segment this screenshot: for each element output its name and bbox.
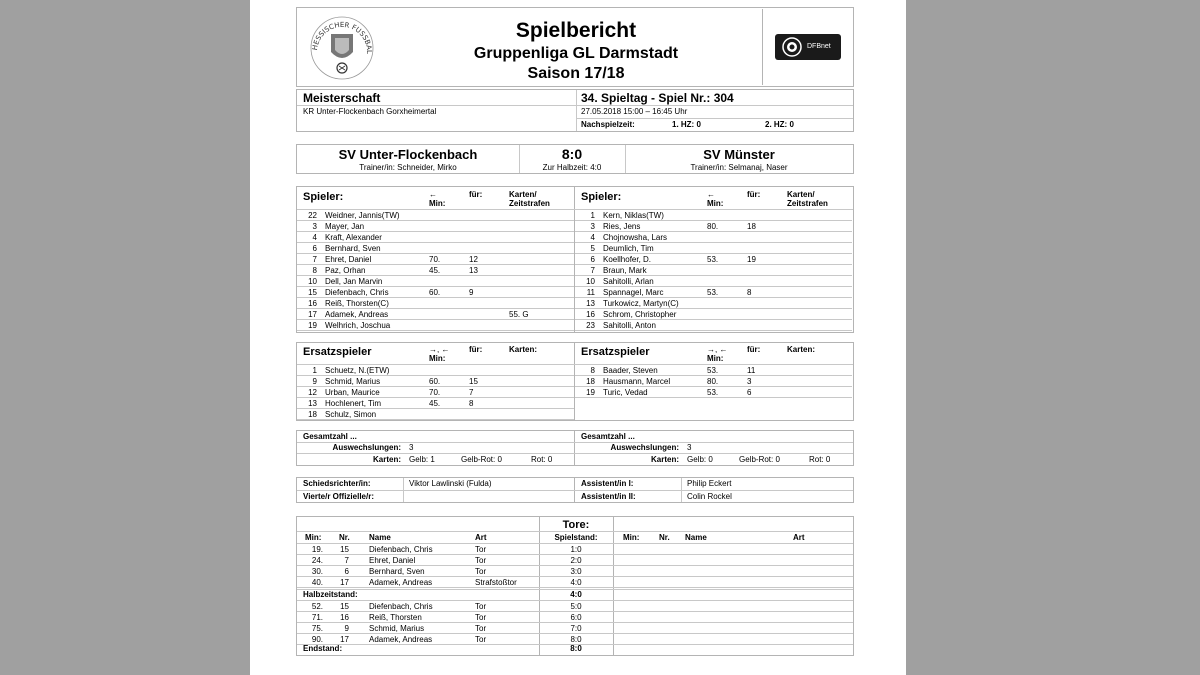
away-min-arrow: ← [707,190,715,199]
player-name: Koellhofer, D. [603,255,652,264]
player-number: 1 [590,211,595,220]
sub-minute: 60. [429,377,441,386]
goals-col-art: Art [475,533,487,542]
away-subs-karten-header: Karten: [787,345,816,354]
away-goals-col-name: Name [685,533,707,542]
home-auswechslungen-label: Auswechslungen: [332,443,401,452]
away-karten-header-1: Karten/ [787,190,815,199]
away-gesamtzahl: Gesamtzahl ... [581,432,635,441]
goal-player-name: Schmid, Marius [369,624,425,633]
goal-score: 5:0 [570,602,582,611]
player-name: Reiß, Thorsten(C) [325,299,389,308]
goal-minute: 24. [311,556,323,565]
fourth-official-label: Vierte/r Offizielle/r: [303,492,374,501]
goal-type: Tor [475,602,487,611]
goal-score: 3:0 [570,567,582,576]
endstand-value: 8:0 [570,644,582,653]
player-name: Welhrich, Joschua [325,321,391,330]
sub-for: 9 [469,288,474,297]
home-gelb: Gelb: 1 [409,455,435,464]
player-number: 6 [312,244,317,253]
goal-player-number: 15 [340,545,349,554]
player-name: Spannagel, Marc [603,288,664,297]
home-gesamtzahl: Gesamtzahl ... [303,432,357,441]
logo-arc-text: HESSISCHER FUSSBAL [310,20,374,54]
player-name: Mayer, Jan [325,222,365,231]
player-number: 10 [308,277,317,286]
assistant2-label: Assistent/in II: [581,492,636,501]
player-number: 19 [586,388,595,397]
goal-minute: 19. [311,545,323,554]
goal-score: 2:0 [570,556,582,565]
goal-player-name: Ehret, Daniel [369,556,416,565]
goal-player-number: 16 [340,613,349,622]
goals-box [296,516,854,656]
sub-minute: 80. [707,222,719,231]
player-number: 16 [586,310,595,319]
matchday: 34. Spieltag - Spiel Nr.: 304 [581,91,734,105]
dfbnet-logo-box [762,9,855,85]
player-number: 1 [312,366,317,375]
goal-player-number: 6 [344,567,349,576]
player-name: Sahitolli, Arlan [603,277,654,286]
player-name: Dell, Jan Marvin [325,277,383,286]
assistant1-name: Philip Eckert [687,479,732,488]
player-number: 16 [308,299,317,308]
goal-score: 4:0 [570,578,582,587]
goal-player-name: Diefenbach, Chris [369,602,433,611]
player-number: 12 [308,388,317,397]
player-name: Baader, Steven [603,366,658,375]
nachspielzeit-label: Nachspielzeit: [581,120,635,129]
home-subs-karten-header: Karten: [509,345,538,354]
sub-for: 11 [747,366,756,375]
halbzeitstand-value: 4:0 [570,590,582,599]
sub-for: 7 [469,388,474,397]
home-subs-min-header: Min: [429,354,446,363]
player-name: Turkowicz, Martyn(C) [603,299,679,308]
home-fuer-header: für: [469,190,483,199]
totals-box [296,430,854,466]
goals-col-min: Min: [305,533,322,542]
goals-col-nr: Nr. [339,533,350,542]
home-auswechslungen: 3 [409,443,414,452]
halftime-score: Zur Halbzeit: 4:0 [542,163,602,172]
away-subs-min-arrow: →, ← [707,345,728,354]
player-name: Schmid, Marius [325,377,381,386]
player-name: Deumlich, Tim [603,244,654,253]
player-name: Schrom, Christopher [603,310,677,319]
away-team: SV Münster [703,147,775,162]
home-subs-fuer-header: für: [469,345,483,354]
player-number: 23 [586,321,595,330]
sub-minute: 53. [707,366,719,375]
viewer-background-left [0,0,250,675]
away-rot: Rot: 0 [809,455,831,464]
player-name: Weidner, Jannis(TW) [325,211,400,220]
sub-for: 18 [747,222,756,231]
goal-score: 1:0 [570,545,582,554]
nachspielzeit-hz2: 2. HZ: 0 [765,120,794,129]
player-name: Ries, Jens [603,222,641,231]
player-name: Ehret, Daniel [325,255,372,264]
home-karten-header-1: Karten/ [509,190,537,199]
goal-player-name: Bernhard, Sven [369,567,425,576]
away-min-header: Min: [707,199,724,208]
away-subs-header: Ersatzspieler [581,346,650,358]
goal-player-name: Adamek, Andreas [369,578,433,587]
sub-minute: 60. [429,288,441,297]
players-box [296,186,854,333]
away-goals-col-nr: Nr. [659,533,670,542]
dfbnet-text: DFBnet [807,43,831,50]
player-number: 8 [312,266,317,275]
goal-type: Tor [475,545,487,554]
away-karten-label: Karten: [650,455,679,464]
assistant2-name: Colin Rockel [687,492,732,501]
hfv-logo [307,12,377,82]
sub-minute: 70. [429,255,441,264]
league-name: Gruppenliga GL Darmstadt [473,45,679,62]
player-name: Kraft, Alexander [325,233,382,242]
goal-type: Strafstoßtor [475,578,517,587]
home-subs-header: Ersatzspieler [303,346,372,358]
player-name: Kern, Niklas(TW) [603,211,664,220]
away-goals-col-min: Min: [623,533,640,542]
goal-type: Tor [475,635,487,644]
player-number: 22 [308,211,317,220]
sub-minute: 53. [707,288,719,297]
competition-label: Meisterschaft [303,91,381,105]
player-name: Urban, Maurice [325,388,380,397]
player-number: 19 [308,321,317,330]
goal-player-number: 17 [340,635,349,644]
away-auswechslungen: 3 [687,443,692,452]
player-name: Paz, Orhan [325,266,366,275]
player-number: 10 [586,277,595,286]
player-number: 15 [308,288,317,297]
sub-minute: 53. [707,388,719,397]
goal-player-number: 7 [344,556,349,565]
sub-for: 19 [747,255,756,264]
goal-player-number: 17 [340,578,349,587]
goals-col-spielstand: Spielstand: [554,533,598,542]
hfv-logo-icon [307,12,377,82]
goals-title: Tore: [562,519,590,531]
sub-minute: 53. [707,255,719,264]
header-box [296,7,854,87]
report-title: Spielbericht [515,19,637,42]
home-trainer: Trainer/in: Schneider, Mirko [359,163,457,172]
player-number: 7 [312,255,317,264]
sub-minute: 45. [429,266,441,275]
goal-player-name: Reiß, Thorsten [369,613,422,622]
player-name: Sahitolli, Anton [603,321,656,330]
player-number: 6 [590,255,595,264]
player-number: 9 [312,377,317,386]
player-number: 17 [308,310,317,319]
officials-box [296,477,854,503]
match-datetime: 27.05.2018 15:00 – 16:45 Uhr [581,107,688,116]
home-subs-min-arrow: →, ← [429,345,450,354]
goal-type: Tor [475,556,487,565]
referee-label: Schiedsrichter/in: [303,479,371,488]
player-name: Hochlenert, Tim [325,399,382,408]
goal-minute: 71. [311,613,323,622]
player-number: 5 [590,244,595,253]
final-score: 8:0 [561,146,583,162]
player-number: 3 [590,222,595,231]
away-karten-header-2: Zeitstrafen [787,199,828,208]
player-name: Braun, Mark [603,266,647,275]
sub-minute: 45. [429,399,441,408]
away-goals-col-art: Art [793,533,805,542]
away-gelbrot: Gelb-Rot: 0 [739,455,780,464]
endstand-label: Endstand: [303,644,343,653]
goal-minute: 90. [311,635,323,644]
player-number: 13 [308,399,317,408]
player-number: 7 [590,266,595,275]
report-page [250,0,906,675]
player-number: 4 [312,233,317,242]
sub-for: 12 [469,255,478,264]
assistant1-label: Assistent/in I: [581,479,634,488]
away-players-header: Spieler: [581,191,622,203]
season-label: Saison 17/18 [527,65,625,82]
goal-score: 8:0 [570,635,582,644]
home-karten-header-2: Zeitstrafen [509,199,550,208]
player-name: Adamek, Andreas [325,310,389,319]
goal-player-name: Adamek, Andreas [369,635,433,644]
goal-type: Tor [475,567,487,576]
player-name: Diefenbach, Chris [325,288,389,297]
sub-minute: 80. [707,377,719,386]
away-fuer-header: für: [747,190,761,199]
goal-type: Tor [475,613,487,622]
home-min-header: Min: [429,199,446,208]
player-number: 4 [590,233,595,242]
player-number: 3 [312,222,317,231]
subs-box [296,342,854,421]
player-name: Hausmann, Marcel [603,377,671,386]
away-subs-fuer-header: für: [747,345,761,354]
goal-score: 7:0 [570,624,582,633]
player-number: 11 [586,288,595,297]
goal-player-name: Diefenbach, Chris [369,545,433,554]
home-karten-label: Karten: [372,455,401,464]
player-name: Schulz, Simon [325,410,377,419]
player-number: 13 [586,299,595,308]
away-auswechslungen-label: Auswechslungen: [610,443,679,452]
away-subs-min-header: Min: [707,354,724,363]
home-gelbrot: Gelb-Rot: 0 [461,455,502,464]
sub-for: 15 [469,377,478,386]
player-number: 8 [590,366,595,375]
venue: KR Unter-Flockenbach Gorxheimertal [303,107,437,116]
away-gelb: Gelb: 0 [687,455,713,464]
sub-for: 13 [469,266,478,275]
info-box [296,89,854,132]
viewer-background-right [906,0,1200,675]
goal-player-number: 9 [344,624,349,633]
halbzeitstand-label: Halbzeitstand: [303,590,358,599]
sub-for: 3 [747,377,752,386]
away-trainer: Trainer/in: Selmanaj, Naser [690,163,788,172]
referee-name: Viktor Lawlinski (Fulda) [409,479,492,488]
goal-minute: 52. [311,602,323,611]
goal-type: Tor [475,624,487,633]
player-name: Bernhard, Sven [325,244,381,253]
match-box [296,144,854,174]
home-rot: Rot: 0 [531,455,553,464]
player-name: Turic, Vedad [603,388,648,397]
goal-minute: 30. [311,567,323,576]
dfb-eagle-icon [779,34,805,60]
nachspielzeit-hz1: 1. HZ: 0 [672,120,701,129]
goal-minute: 40. [311,578,323,587]
home-team: SV Unter-Flockenbach [338,147,478,162]
player-name: Chojnowsha, Lars [603,233,668,242]
sub-for: 8 [469,399,474,408]
home-players-header: Spieler: [303,191,344,203]
goal-score: 6:0 [570,613,582,622]
player-number: 18 [586,377,595,386]
goal-minute: 75. [311,624,323,633]
goals-col-name: Name [369,533,391,542]
sub-for: 8 [747,288,752,297]
player-number: 18 [308,410,317,419]
dfbnet-logo [775,34,841,60]
card-entry: 55. G [509,310,529,319]
sub-for: 6 [747,388,752,397]
goal-player-number: 15 [340,602,349,611]
sub-minute: 70. [429,388,441,397]
home-min-arrow: ← [429,190,437,199]
player-name: Schuetz, N.(ETW) [325,366,390,375]
